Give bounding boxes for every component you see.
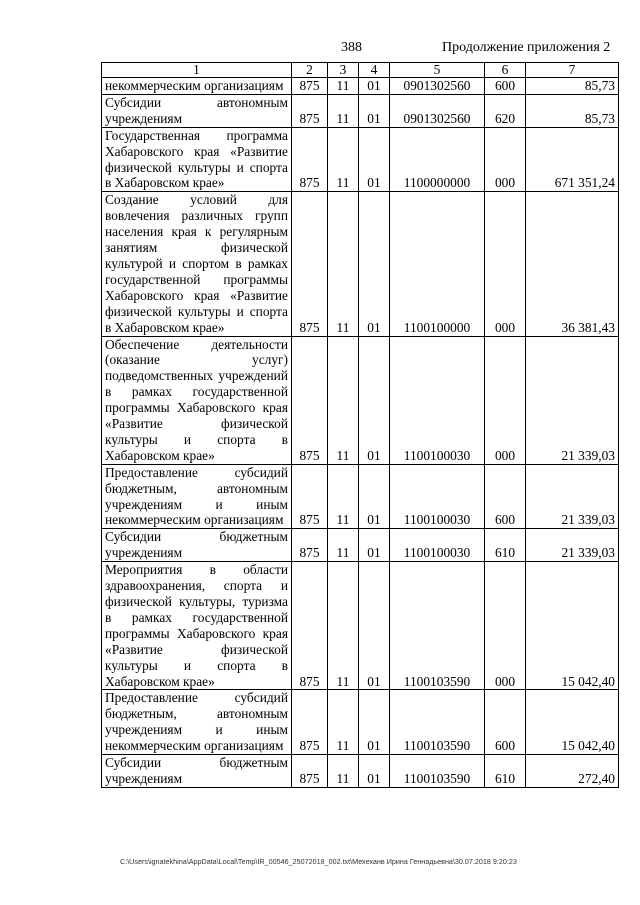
table-row <box>102 127 619 192</box>
expense-type-cell: 600 <box>485 78 526 95</box>
file-path-footer: C:\Users\ignatekhina\AppData\Local\Temp\IR_00546_25072018_002.txt\Мехеханв Ирина Геннадьевна\30.07.2018 9:20:23 <box>120 857 517 866</box>
row-name-cell: некоммерческим организациям <box>102 78 292 95</box>
expense-type-cell: 600 <box>485 690 526 755</box>
amount-cell: 36 381,43 <box>526 192 619 336</box>
target-code-cell: 0901302560 <box>390 94 485 127</box>
row-name-cell: Предоставление субсидий бюджетным, автономным учреждениям и иным некоммерческим организациям <box>102 690 292 755</box>
table-row <box>102 192 619 336</box>
section-cell: 875 <box>292 464 328 529</box>
table-row <box>102 690 619 755</box>
amount-cell: 21 339,03 <box>526 336 619 464</box>
expense-type-cell: 610 <box>485 755 526 788</box>
budget-table <box>101 62 619 788</box>
section-cell: 875 <box>292 192 328 336</box>
expense-type-cell: 000 <box>485 336 526 464</box>
target-code-cell: 1100100030 <box>390 464 485 529</box>
row-name-cell: Предоставление субсидий бюджетным, автономным учреждениям и иным некоммерческим организациям <box>102 464 292 529</box>
table-row <box>102 464 619 529</box>
target-code-cell: 1100100030 <box>390 529 485 562</box>
division-cell: 01 <box>359 529 390 562</box>
section-cell: 875 <box>292 755 328 788</box>
continuation-label: Продолжение приложения 2 <box>442 40 611 55</box>
column-header: 2 <box>292 63 328 78</box>
row-name-cell: Обеспечение деятельности (оказание услуг) подведомственных учреждений в рамках государственной программы Хабаровского края «Развитие физической культуры и спорта в Хабаровском крае» <box>102 336 292 464</box>
section-cell: 875 <box>292 336 328 464</box>
table-row <box>102 529 619 562</box>
subsection-cell: 11 <box>328 192 359 336</box>
row-name-cell: Государственная программа Хабаровского края «Развитие физической культуры и спорта в Хабаровском крае» <box>102 127 292 192</box>
division-cell: 01 <box>359 690 390 755</box>
row-name-cell: Субсидии бюджетным учреждениям <box>102 755 292 788</box>
column-header: 6 <box>485 63 526 78</box>
section-cell: 875 <box>292 690 328 755</box>
subsection-cell: 11 <box>328 755 359 788</box>
subsection-cell: 11 <box>328 562 359 690</box>
target-code-cell: 1100100030 <box>390 336 485 464</box>
amount-cell: 21 339,03 <box>526 464 619 529</box>
subsection-cell: 11 <box>328 336 359 464</box>
amount-cell: 15 042,40 <box>526 690 619 755</box>
table-row <box>102 755 619 788</box>
amount-cell: 272,40 <box>526 755 619 788</box>
amount-cell: 21 339,03 <box>526 529 619 562</box>
division-cell: 01 <box>359 464 390 529</box>
target-code-cell: 1100000000 <box>390 127 485 192</box>
division-cell: 01 <box>359 78 390 95</box>
table-row <box>102 78 619 95</box>
header-row <box>102 63 619 78</box>
table-row <box>102 336 619 464</box>
column-header: 5 <box>390 63 485 78</box>
section-cell: 875 <box>292 127 328 192</box>
subsection-cell: 11 <box>328 94 359 127</box>
division-cell: 01 <box>359 127 390 192</box>
expense-type-cell: 000 <box>485 127 526 192</box>
target-code-cell: 1100100000 <box>390 192 485 336</box>
subsection-cell: 11 <box>328 690 359 755</box>
row-name-cell: Мероприятия в области здравоохранения, спорта и физической культуры, туризма в рамках государственной программы Хабаровского края «Развитие физической культуры и спорта в Хабаровском крае» <box>102 562 292 690</box>
division-cell: 01 <box>359 94 390 127</box>
division-cell: 01 <box>359 562 390 690</box>
target-code-cell: 0901302560 <box>390 78 485 95</box>
division-cell: 01 <box>359 336 390 464</box>
amount-cell: 85,73 <box>526 78 619 95</box>
section-cell: 875 <box>292 529 328 562</box>
amount-cell: 15 042,40 <box>526 562 619 690</box>
division-cell: 01 <box>359 192 390 336</box>
section-cell: 875 <box>292 94 328 127</box>
expense-type-cell: 600 <box>485 464 526 529</box>
row-name-cell: Субсидии бюджетным учреждениям <box>102 529 292 562</box>
column-header: 7 <box>526 63 619 78</box>
section-cell: 875 <box>292 78 328 95</box>
expense-type-cell: 610 <box>485 529 526 562</box>
subsection-cell: 11 <box>328 529 359 562</box>
page-number: 388 <box>341 40 362 55</box>
target-code-cell: 1100103590 <box>390 562 485 690</box>
row-name-cell: Создание условий для вовлечения различных групп населения края к регулярным занятиям физической культурой и спортом в рамках государственной программы Хабаровского края «Развитие физической культуры и спорта в Хабаровском крае» <box>102 192 292 336</box>
section-cell: 875 <box>292 562 328 690</box>
division-cell: 01 <box>359 755 390 788</box>
subsection-cell: 11 <box>328 127 359 192</box>
subsection-cell: 11 <box>328 78 359 95</box>
amount-cell: 85,73 <box>526 94 619 127</box>
table-row <box>102 562 619 690</box>
subsection-cell: 11 <box>328 464 359 529</box>
column-header: 1 <box>102 63 292 78</box>
target-code-cell: 1100103590 <box>390 690 485 755</box>
expense-type-cell: 620 <box>485 94 526 127</box>
target-code-cell: 1100103590 <box>390 755 485 788</box>
expense-type-cell: 000 <box>485 192 526 336</box>
column-header: 4 <box>359 63 390 78</box>
row-name-cell: Субсидии автономным учреждениям <box>102 94 292 127</box>
amount-cell: 671 351,24 <box>526 127 619 192</box>
table-row <box>102 94 619 127</box>
column-header: 3 <box>328 63 359 78</box>
expense-type-cell: 000 <box>485 562 526 690</box>
